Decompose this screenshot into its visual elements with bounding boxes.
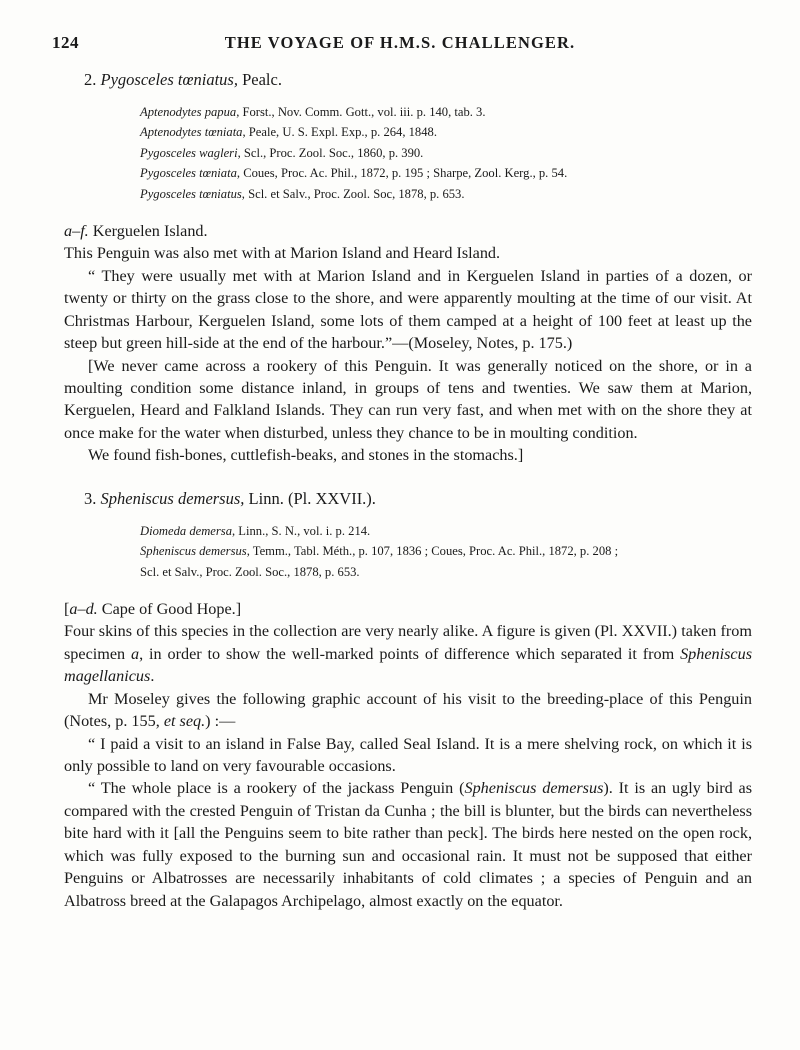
paragraph: [We never came across a rookery of this Penguin. It was generally noticed on the shore, or in a moulting condition some distance inland, in groups of tens and twenties. We saw them at Marion, Kerguelen, Heard and Falkland Islands. They can run very fast, and when met with on the shore they at once make for the water when disturbed, unless they chance to be in moulting condition. bbox=[64, 356, 752, 442]
synonymy-line: Scl. et Salv., Proc. Zool. Soc., 1878, p. 653. bbox=[140, 564, 360, 579]
synonymy-line: Spheniscus demersus, Temm., Tabl. Méth., p. 107, 1836 ; Coues, Proc. Ac. Phil., 1872, p. 208 ; bbox=[140, 544, 619, 559]
page-body bbox=[64, 70, 752, 912]
synonymy-line: Pygosceles tœniatus, Scl. et Salv., Proc. Zool. Soc, 1878, p. 653. bbox=[140, 186, 465, 201]
locality-line-2: a–f. Kerguelen Island. bbox=[64, 221, 208, 240]
species-authority: Pealc. bbox=[242, 70, 282, 89]
synonymy-list-2 bbox=[64, 102, 752, 204]
species-heading-3 bbox=[64, 489, 752, 509]
species-authority: Linn. (Pl. XXVII.). bbox=[248, 488, 376, 508]
paragraph: Mr Moseley gives the following graphic account of his visit to the breeding-place of this Penguin (Notes, p. 155, et seq.) :— bbox=[64, 689, 752, 731]
paragraph: Four skins of this species in the collection are very nearly alike. A figure is given (Pl. XXVII.) taken from specimen a, in order to show the well-marked points of difference which separated it from Spheniscus magellanicus. bbox=[64, 622, 752, 686]
paragraph: “ I paid a visit to an island in False Bay, called Seal Island. It is a mere shelving rock, on which it is only possible to land on very favourable occasions. bbox=[64, 734, 752, 775]
synonymy-line: Aptenodytes papua, Forst., Nov. Comm. Gott., vol. iii. p. 140, tab. 3. bbox=[140, 105, 486, 119]
synonymy-list-3 bbox=[64, 521, 752, 582]
synonymy-line: Diomeda demersa, Linn., S. N., vol. i. p. 214. bbox=[140, 523, 371, 538]
locality-line-3: [a–d. Cape of Good Hope.] bbox=[64, 599, 242, 618]
running-title: THE VOYAGE OF H.M.S. CHALLENGER. bbox=[224, 33, 576, 52]
species-number: 3. bbox=[84, 488, 97, 508]
section-spacer bbox=[64, 467, 752, 489]
paragraph: This Penguin was also met with at Marion Island and Heard Island. bbox=[64, 244, 501, 263]
species-scientific-name: Spheniscus demersus, bbox=[100, 488, 245, 508]
paragraph: We found fish-bones, cuttlefish-beaks, and stones in the stomachs.] bbox=[88, 446, 524, 465]
species-number: 2. bbox=[84, 70, 97, 89]
species-heading-2 bbox=[64, 70, 752, 90]
page-number: 124 bbox=[52, 33, 79, 52]
species-scientific-name: Pygosceles tœniatus, bbox=[100, 70, 238, 89]
paragraph: “ They were usually met with at Marion Island and in Kerguelen Island in parties of a dozen, or twenty or thirty on the grass close to the shore, and were apparently moulting at the time of our visit. At Christmas Harbour, Kerguelen Island, some lots of them camped at a height of 100 feet at least up the steep but green hill-side at the end of the harbour.”—(Moseley, Notes, p. 175.) bbox=[64, 266, 752, 353]
synonymy-line: Pygosceles tœniata, Coues, Proc. Ac. Phil., 1872, p. 195 ; Sharpe, Zool. Kerg., p. 54. bbox=[140, 166, 568, 181]
synonymy-line: Aptenodytes tœniata, Peale, U. S. Expl. Exp., p. 264, 1848. bbox=[140, 125, 437, 140]
synonymy-line: Pygosceles wagleri, Scl., Proc. Zool. Soc., 1860, p. 390. bbox=[140, 145, 424, 160]
page-header bbox=[0, 33, 800, 55]
paragraph: “ The whole place is a rookery of the jackass Penguin (Spheniscus demersus). It is an ugly bird as compared with the crested Penguin of Tristan da Cunha ; the bill is blunter, but the birds can nevertheless bite hard with it [all the Penguins seem to bite rather than peck]. The birds here nested on the open rock, which was fully exposed to the burning sun and occasional rain. It must not be supposed that either Penguins or Albatrosses are necessarily inhabitants of cold climates ; a species of Penguin and an Albatross breed at the Galapagos Archipelago, almost exactly on the equator. bbox=[64, 779, 752, 910]
